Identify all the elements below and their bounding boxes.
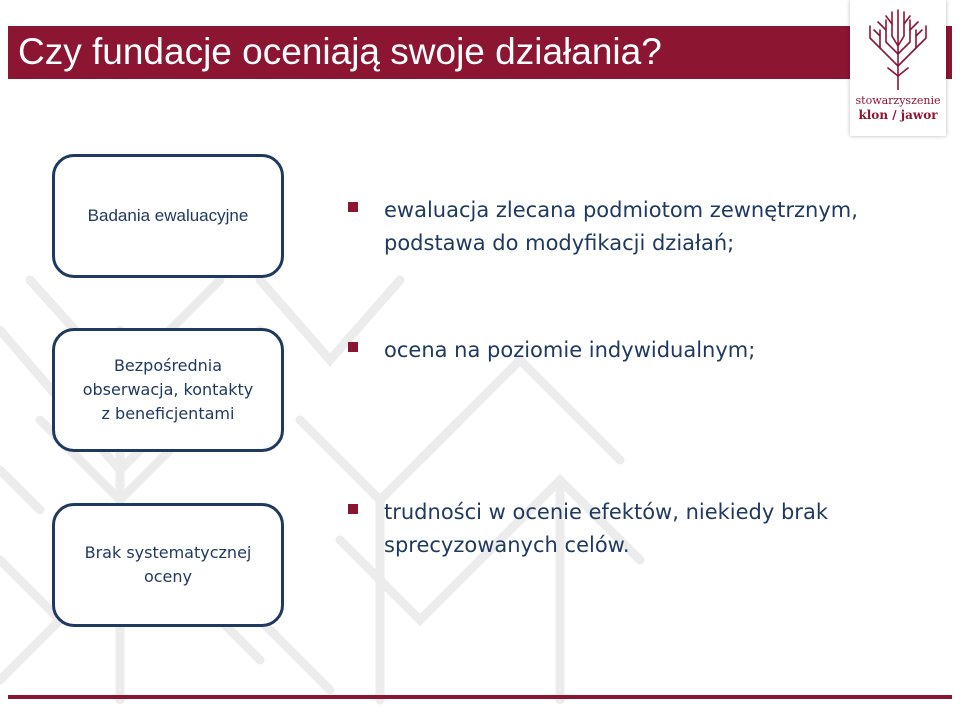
box-label: Brak systematycznej oceny	[84, 543, 252, 586]
title-bar	[8, 26, 952, 79]
slide-title: Czy fundacje oceniają swoje działania?	[18, 31, 662, 72]
box-label: Bezpośrednia obserwacja, kontakty z beneficjentami	[82, 356, 254, 423]
box-label: Badania ewaluacyjne	[87, 206, 249, 225]
box-no-systematic-evaluation	[52, 503, 284, 627]
bullet-square-icon	[348, 504, 358, 514]
bullet-text: ocena na poziomie indywidualnym;	[384, 338, 756, 362]
box-evaluation-research	[52, 154, 284, 278]
tree-icon	[864, 6, 932, 90]
bullet-text: trudności w ocenie efektów, niekiedy brak sprecyzowanych celów.	[384, 500, 828, 557]
bullet-square-icon	[348, 202, 358, 212]
logo	[850, 0, 946, 136]
bullet-item	[348, 194, 938, 260]
logo-text-line2: klon / jawor	[858, 108, 938, 122]
bullet-item	[348, 334, 938, 367]
logo-text-line1: stowarzyszenie	[855, 94, 941, 107]
bullet-square-icon	[348, 342, 358, 352]
box-direct-observation	[52, 328, 284, 452]
bullet-item	[348, 496, 938, 562]
footer-line	[8, 695, 952, 699]
bullet-text: ewaluacja zlecana podmiotom zewnętrznym, podstawa do modyfikacji działań;	[384, 198, 858, 255]
